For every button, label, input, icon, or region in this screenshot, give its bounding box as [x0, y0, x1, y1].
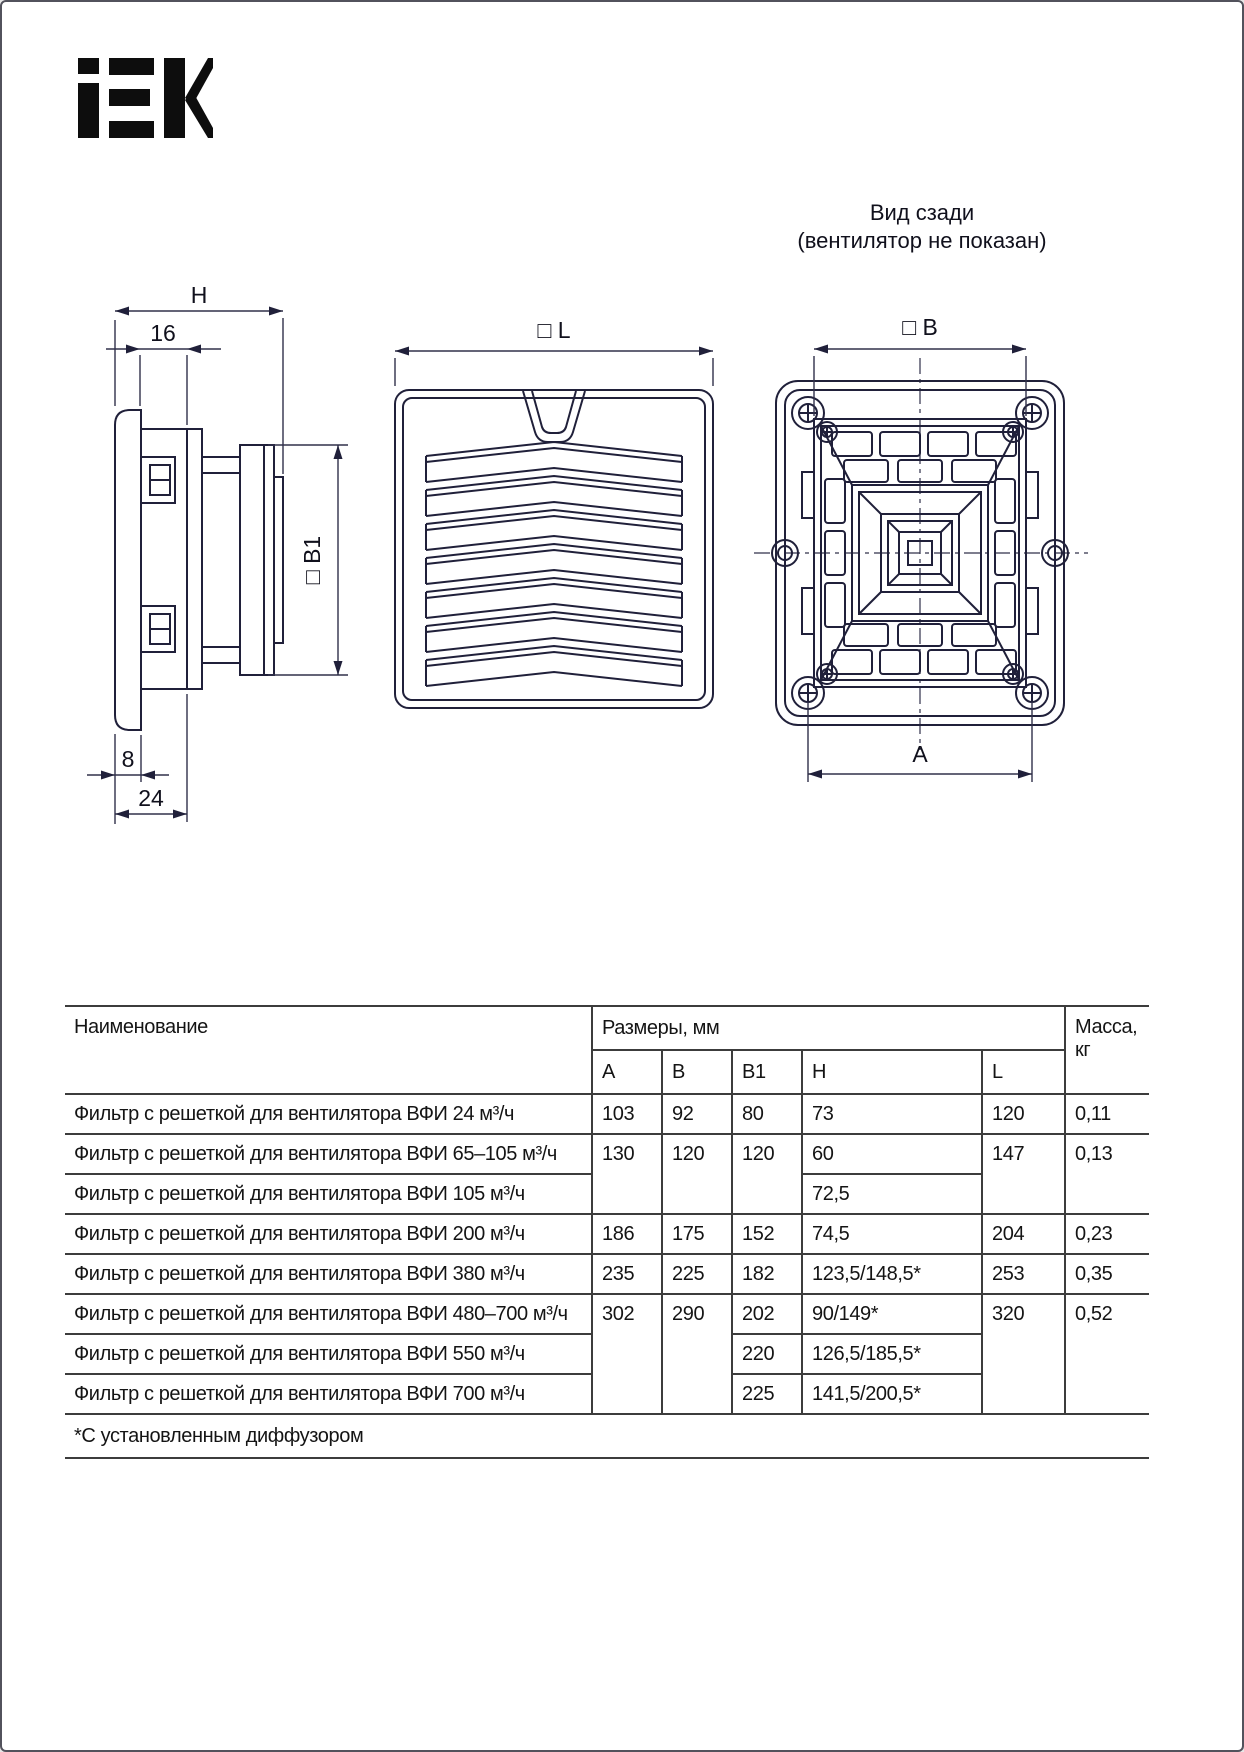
front-view-louvers: [426, 442, 682, 686]
dimensions-table: [65, 1005, 1149, 1459]
cell-h: 126,5/185,5*: [802, 1334, 982, 1374]
col-header-size-group: Размеры, мм: [592, 1006, 1065, 1050]
table-footnote-row: [65, 1414, 1149, 1458]
dim-label-a: A: [912, 741, 928, 767]
cell-mass: 0,11: [1065, 1094, 1149, 1134]
dim-label-8: 8: [121, 746, 135, 772]
cell-b1: 225: [732, 1374, 802, 1414]
dim-label-16: 16: [150, 320, 176, 346]
cell-name: Фильтр с решеткой для вентилятора ВФИ 24 м³/ч: [65, 1094, 592, 1134]
col-header-h: H: [802, 1050, 982, 1094]
cell-l: 120: [982, 1094, 1065, 1134]
table-row: [65, 1134, 1149, 1174]
cell-a: 302: [592, 1294, 662, 1414]
cell-a: 235: [592, 1254, 662, 1294]
cell-b1: 202: [732, 1294, 802, 1334]
table-row: [65, 1214, 1149, 1254]
cell-b: 225: [662, 1254, 732, 1294]
cell-b1: 182: [732, 1254, 802, 1294]
front-view-dimension-lines: [395, 351, 713, 386]
dim-label-l: □ L: [537, 317, 571, 343]
cell-b1: 220: [732, 1334, 802, 1374]
col-header-name: Наименование: [65, 1006, 592, 1094]
cell-mass: 0,35: [1065, 1254, 1149, 1294]
cell-b: 120: [662, 1134, 732, 1214]
dim-label-h: H: [190, 282, 208, 308]
iek-logo: [78, 58, 213, 138]
cell-h: 73: [802, 1094, 982, 1134]
cell-name: Фильтр с решеткой для вентилятора ВФИ 65–105 м³/ч: [65, 1134, 592, 1174]
cell-a: 186: [592, 1214, 662, 1254]
cell-h: 60: [802, 1134, 982, 1174]
front-view: [395, 317, 713, 708]
cell-name: Фильтр с решеткой для вентилятора ВФИ 700 м³/ч: [65, 1374, 592, 1414]
cell-b: 290: [662, 1294, 732, 1414]
iek-logo-glyphs: [78, 58, 213, 138]
col-header-b: B: [662, 1050, 732, 1094]
side-view: [87, 282, 348, 824]
dim-label-24: 24: [138, 785, 164, 811]
cell-l: 204: [982, 1214, 1065, 1254]
col-header-l: L: [982, 1050, 1065, 1094]
cell-l: 253: [982, 1254, 1065, 1294]
rear-view-title-line1: Вид сзади: [869, 200, 975, 225]
rear-view-centerlines: [754, 358, 1088, 750]
col-header-mass: Масса, кг: [1065, 1006, 1149, 1094]
cell-h: 123,5/148,5*: [802, 1254, 982, 1294]
technical-drawing: [2, 142, 1244, 1022]
rear-view: [754, 200, 1088, 782]
col-header-b1: B1: [732, 1050, 802, 1094]
cell-l: 147: [982, 1134, 1065, 1214]
cell-b1: 80: [732, 1094, 802, 1134]
spec-table-section: [65, 1005, 1149, 1459]
table-footnote: *С установленным диффузором: [65, 1414, 1149, 1458]
cell-a: 103: [592, 1094, 662, 1134]
cell-mass: 0,52: [1065, 1294, 1149, 1414]
cell-b1: 120: [732, 1134, 802, 1214]
col-header-a: A: [592, 1050, 662, 1094]
cell-name: Фильтр с решеткой для вентилятора ВФИ 200 м³/ч: [65, 1214, 592, 1254]
cell-name: Фильтр с решеткой для вентилятора ВФИ 380 м³/ч: [65, 1254, 592, 1294]
cell-h: 74,5: [802, 1214, 982, 1254]
cell-name: Фильтр с решеткой для вентилятора ВФИ 550 м³/ч: [65, 1334, 592, 1374]
dim-label-b: □ B: [902, 314, 938, 340]
table-row: [65, 1294, 1149, 1334]
table-row: [65, 1254, 1149, 1294]
cell-l: 320: [982, 1294, 1065, 1414]
cell-mass: 0,23: [1065, 1214, 1149, 1254]
cell-mass: 0,13: [1065, 1134, 1149, 1214]
dim-label-b1: □ B1: [299, 535, 325, 585]
cell-h: 90/149*: [802, 1294, 982, 1334]
cell-name: Фильтр с решеткой для вентилятора ВФИ 105 м³/ч: [65, 1174, 592, 1214]
cell-b: 92: [662, 1094, 732, 1134]
cell-h: 141,5/200,5*: [802, 1374, 982, 1414]
cell-a: 130: [592, 1134, 662, 1214]
rear-view-title-line2: (вентилятор не показан): [797, 228, 1047, 253]
cell-b: 175: [662, 1214, 732, 1254]
table-row: [65, 1094, 1149, 1134]
cell-name: Фильтр с решеткой для вентилятора ВФИ 480–700 м³/ч: [65, 1294, 592, 1334]
cell-h: 72,5: [802, 1174, 982, 1214]
cell-b1: 152: [732, 1214, 802, 1254]
